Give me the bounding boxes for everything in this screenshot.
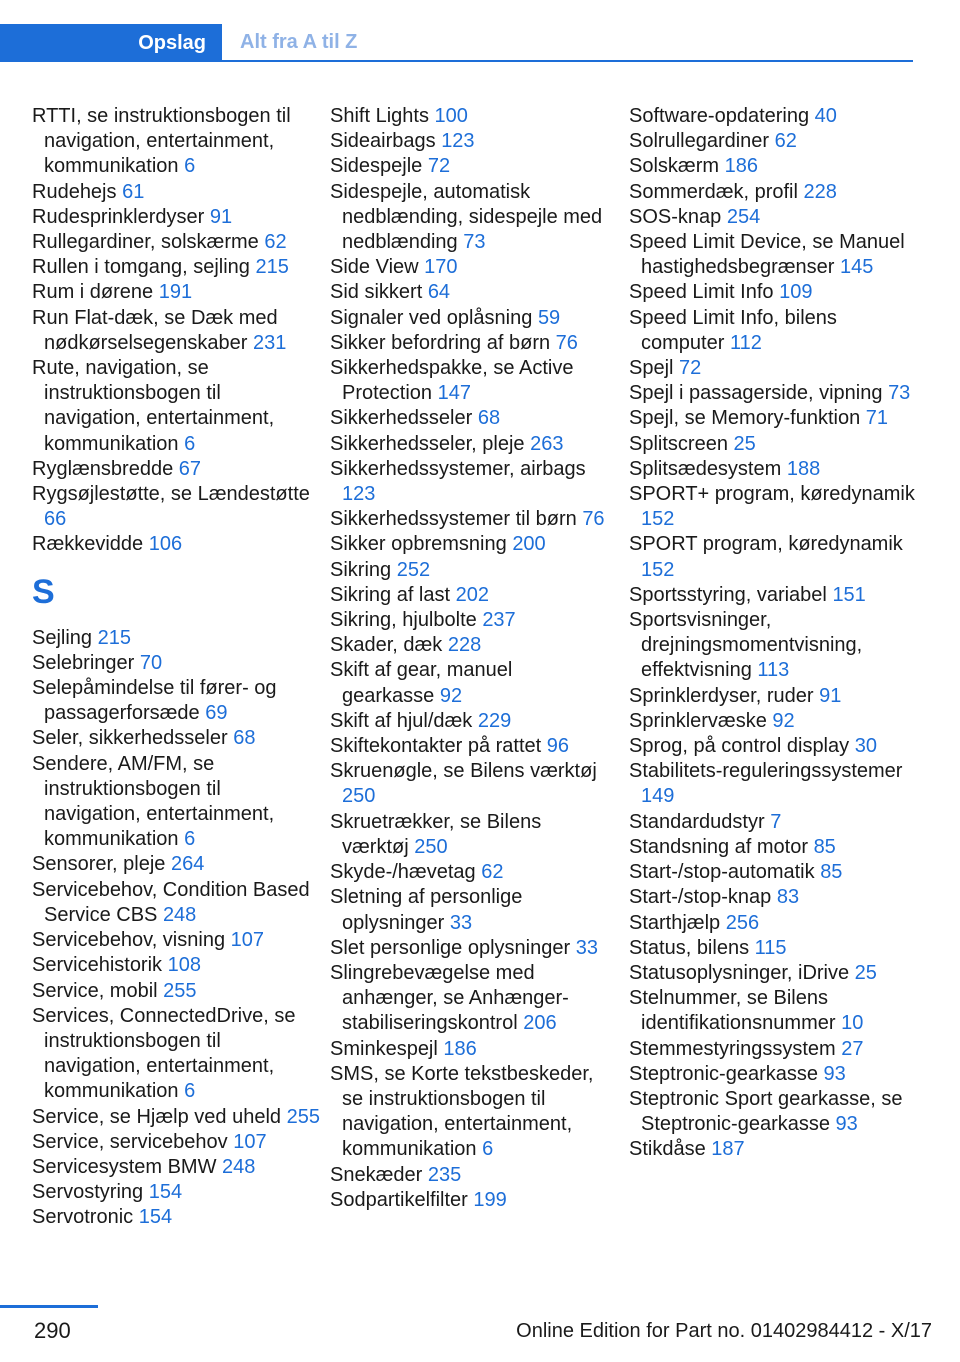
index-entry — [330, 936, 610, 961]
page-link[interactable]: 107 — [230, 929, 265, 952]
index-entry — [330, 633, 610, 658]
page-link[interactable]: 6 — [184, 155, 196, 178]
entry-text: Skift af gear, manuel gearkasse — [330, 659, 513, 707]
page-link[interactable]: 6 — [184, 432, 196, 455]
entry-text: Sendere, AM/FM, se instruktionsbogen til navigation, entertainment, kommunikation — [32, 752, 275, 851]
page-link[interactable]: 206 — [523, 1012, 557, 1035]
entry-text: Servicehistorik — [32, 954, 163, 977]
page-link[interactable]: 68 — [477, 407, 501, 430]
entry-text: Spejl, se Memory-funktion — [629, 407, 861, 430]
index-entry — [32, 104, 322, 180]
footer-rule — [0, 1305, 98, 1308]
tab-alt-fra-a-til-z[interactable]: Alt fra A til Z — [222, 24, 913, 62]
index-entry — [32, 457, 322, 482]
page-link[interactable]: 202 — [455, 583, 489, 606]
index-entry — [629, 230, 919, 280]
index-entry — [330, 507, 610, 532]
entry-text: Sideairbags — [330, 130, 436, 153]
page-link[interactable]: 62 — [774, 130, 797, 153]
entry-text: Speed Limit Info — [629, 281, 774, 304]
page-link[interactable]: 107 — [233, 1130, 267, 1153]
index-entry — [32, 306, 322, 356]
page-link[interactable]: 228 — [447, 634, 482, 657]
page-link[interactable]: 61 — [122, 180, 145, 203]
page-link[interactable]: 91 — [819, 684, 842, 707]
index-entry — [32, 482, 322, 532]
entry-text: Sid sikkert — [330, 281, 423, 304]
index-entry — [629, 482, 919, 532]
page-link[interactable]: 10 — [841, 1012, 864, 1035]
index-column-2 — [330, 104, 610, 1213]
page-link[interactable]: 93 — [823, 1062, 846, 1085]
index-entry — [629, 1087, 919, 1137]
page-link[interactable]: 69 — [205, 702, 228, 725]
index-entry — [32, 953, 322, 978]
entry-text: Sikring af last — [330, 583, 451, 606]
index-entry — [629, 684, 919, 709]
entry-text: Signaler ved oplåsning — [330, 306, 533, 329]
index-entry — [32, 676, 322, 726]
index-entry — [629, 104, 919, 129]
entry-text: Sprinklerdyser, ruder — [629, 684, 814, 707]
entry-text: Stemmestyringssystem — [629, 1037, 836, 1060]
index-entry — [32, 1105, 322, 1130]
entry-text: Statusoplysninger, iDrive — [629, 961, 850, 984]
index-entry — [629, 180, 919, 205]
entry-text: Standsning af motor — [629, 835, 808, 858]
page-link[interactable]: 96 — [546, 735, 570, 758]
page-link[interactable]: 33 — [575, 936, 598, 959]
page-link[interactable]: 72 — [679, 357, 702, 380]
index-entry — [330, 1037, 610, 1062]
entry-text: RTTI, se instruktionsbogen til navigation, entertainment, kommunikation — [32, 105, 291, 178]
entry-text: Servicebehov, visning — [32, 929, 226, 952]
entry-text: SPORT+ program, køredynamik — [629, 483, 915, 506]
page-link[interactable]: 59 — [537, 306, 561, 329]
entry-text: Selepåmindelse til fører- og passagerforsæde — [32, 677, 277, 725]
entry-text: Run Flat-dæk, se Dæk med nødkørselsegenskaber — [32, 306, 278, 354]
entry-text: Shift Lights — [330, 105, 429, 127]
index-entry — [629, 961, 919, 986]
entry-text: Sprog, på control display — [629, 735, 850, 758]
page-link[interactable]: 235 — [427, 1163, 462, 1186]
page-link[interactable]: 27 — [841, 1037, 864, 1060]
page-link[interactable]: 6 — [482, 1138, 494, 1161]
entry-text: Speed Limit Info, bilens computer — [629, 306, 837, 354]
index-entry — [629, 306, 919, 356]
index-entry — [629, 532, 919, 582]
index-entry — [330, 583, 610, 608]
entry-text: Selebringer — [32, 651, 135, 674]
page-link[interactable]: 83 — [776, 886, 800, 909]
index-entry — [32, 1130, 322, 1155]
index-entry — [629, 432, 919, 457]
page-link[interactable]: 62 — [264, 231, 287, 254]
page-link[interactable]: 85 — [820, 861, 843, 884]
index-entry — [330, 104, 610, 129]
header-tabs — [0, 24, 895, 62]
page-link[interactable]: 30 — [854, 735, 877, 758]
page-link[interactable]: 255 — [286, 1105, 320, 1128]
page-link[interactable]: 248 — [162, 903, 197, 926]
index-entry — [629, 759, 919, 809]
entry-text: Splitscreen — [629, 432, 728, 455]
page-link[interactable]: 25 — [854, 961, 877, 984]
entry-text: Sommerdæk, profil — [629, 180, 798, 203]
page-link[interactable]: 113 — [757, 659, 790, 682]
index-entry — [32, 1155, 322, 1180]
index-entry — [330, 280, 610, 305]
index-entry — [330, 432, 610, 457]
index-entry — [629, 835, 919, 860]
page-link[interactable]: 73 — [888, 382, 911, 405]
page-link[interactable]: 250 — [414, 835, 448, 858]
entry-text: Sodpartikelfilter — [330, 1188, 468, 1211]
entry-text: Rullegardiner, solskærme — [32, 231, 259, 254]
index-entry — [629, 356, 919, 381]
index-entry — [629, 709, 919, 734]
page-link[interactable]: 68 — [233, 727, 256, 750]
page-link[interactable]: 7 — [770, 810, 782, 833]
entry-text: Solskærm — [629, 155, 720, 178]
entry-text: Splitsædesystem — [629, 457, 782, 480]
page-link[interactable]: 200 — [512, 533, 546, 556]
entry-text: Skruenøgle, se Bilens værktøj — [330, 760, 597, 783]
index-entry — [330, 255, 610, 280]
page-link[interactable]: 186 — [724, 155, 758, 178]
entry-text: Rækkevidde — [32, 533, 144, 556]
entry-text: Rygsøjlestøtte, se Lændestøtte — [32, 483, 310, 506]
index-entry — [629, 583, 919, 608]
entry-text: Software-opdatering — [629, 105, 810, 127]
index-entry — [330, 356, 610, 406]
index-entry — [629, 810, 919, 835]
entry-text: Servicebehov, Condition Based Service CBS — [32, 878, 310, 926]
page-link[interactable]: 254 — [726, 205, 761, 228]
page-link[interactable]: 40 — [814, 105, 837, 127]
page-link[interactable]: 71 — [865, 407, 889, 430]
entry-text: Rudesprinklerdyser — [32, 205, 205, 228]
page-link[interactable]: 112 — [729, 331, 762, 354]
entry-text: Sikring, hjulbolte — [330, 609, 477, 632]
index-entry — [629, 129, 919, 154]
page-link[interactable]: 108 — [167, 954, 201, 977]
entry-text: Rullen i tomgang, sejling — [32, 256, 250, 279]
entry-text: Rudehejs — [32, 180, 117, 203]
entry-text: Spejl — [629, 357, 674, 380]
index-entry — [32, 230, 322, 255]
entry-text: Skruetrækker, se Bilens værktøj — [330, 810, 542, 858]
page-link[interactable]: 186 — [443, 1037, 477, 1060]
page-link[interactable]: 215 — [97, 626, 131, 649]
entry-text: Service, se Hjælp ved uheld — [32, 1105, 282, 1128]
entry-text: Service, servicebehov — [32, 1130, 228, 1153]
index-entry — [629, 1037, 919, 1062]
index-entry — [629, 1137, 919, 1162]
index-entry — [330, 961, 610, 1037]
page-link[interactable]: 106 — [148, 533, 183, 556]
page-link[interactable]: 25 — [733, 432, 756, 455]
page-number: 290 — [34, 1318, 71, 1343]
entry-text: Sidespejle — [330, 155, 423, 178]
index-entry — [32, 928, 322, 953]
entry-text: Start-/stop-automatik — [629, 861, 815, 884]
entry-text: Stelnummer, se Bilens identifikationsnummer — [629, 987, 836, 1035]
index-entry — [629, 457, 919, 482]
entry-text: Skyde-/hævetag — [330, 861, 476, 884]
page-link[interactable]: 70 — [139, 651, 163, 674]
entry-text: Speed Limit Device, se Manuel hastighedsbegrænser — [629, 231, 905, 279]
page-link[interactable]: 109 — [779, 281, 813, 304]
entry-text: Skiftekontakter på rattet — [330, 735, 542, 758]
entry-text: Sletning af personlige oplysninger — [330, 886, 523, 934]
page-link[interactable]: 100 — [434, 105, 468, 127]
index-entry — [330, 532, 610, 557]
page-link[interactable]: 73 — [463, 231, 486, 254]
index-entry — [330, 860, 610, 885]
entry-text: SPORT program, køredynamik — [629, 533, 903, 556]
index-entry — [32, 852, 322, 877]
page-link[interactable]: 123 — [441, 130, 475, 153]
index-entry — [629, 406, 919, 431]
page-link[interactable]: 191 — [158, 281, 193, 304]
page-link[interactable]: 199 — [473, 1188, 507, 1211]
entry-text: Sikkerhedssystemer, airbags — [330, 457, 586, 480]
index-entry — [330, 759, 610, 809]
entry-text: Servotronic — [32, 1206, 134, 1229]
page-link[interactable]: 92 — [772, 709, 795, 732]
page-link[interactable]: 256 — [725, 911, 760, 934]
entry-text: Sejling — [32, 626, 93, 649]
page-link[interactable]: 62 — [481, 861, 504, 884]
page-link[interactable]: 228 — [803, 180, 837, 203]
index-entry — [32, 532, 322, 557]
entry-text: Sminkespejl — [330, 1037, 438, 1060]
index-entry — [629, 734, 919, 759]
page-link[interactable]: 67 — [178, 457, 202, 480]
index-entry — [32, 205, 322, 230]
index-entry — [32, 1205, 322, 1230]
entry-text: Rum i dørene — [32, 281, 154, 304]
entry-text: Sikkerhedsseler — [330, 407, 473, 430]
index-entry — [32, 979, 322, 1004]
index-entry — [330, 1188, 610, 1213]
entry-text: Steptronic-gearkasse — [629, 1062, 818, 1085]
entry-text: Sportsstyring, variabel — [629, 583, 827, 606]
index-entry — [32, 626, 322, 651]
page-link[interactable]: 154 — [148, 1181, 183, 1204]
index-entry — [330, 306, 610, 331]
index-entry — [330, 406, 610, 431]
index-entry — [330, 1062, 610, 1163]
entry-text: Status, bilens — [629, 936, 750, 959]
entry-text: Solrullegardiner — [629, 130, 770, 153]
page-link[interactable]: 149 — [641, 785, 675, 808]
entry-text: Sensorer, pleje — [32, 853, 166, 876]
index-entry — [32, 180, 322, 205]
index-entry — [629, 154, 919, 179]
page-link[interactable]: 33 — [449, 911, 473, 934]
tab-opslag[interactable]: Opslag — [0, 24, 222, 62]
page-link[interactable]: 250 — [342, 785, 376, 808]
index-column-1 — [32, 104, 322, 1231]
index-entry — [629, 986, 919, 1036]
index-entry — [330, 608, 610, 633]
index-entry — [330, 734, 610, 759]
index-entry — [629, 205, 919, 230]
entry-text: Spejl i passagerside, vipning — [629, 382, 883, 405]
page-link[interactable]: 263 — [530, 432, 564, 455]
entry-text: Stikdåse — [629, 1138, 706, 1161]
entry-text: Servostyring — [32, 1181, 144, 1204]
entry-text: Stabilitets-reguleringssystemer — [629, 760, 903, 783]
page-link[interactable]: 152 — [641, 508, 675, 531]
entry-text: Seler, sikkerhedsseler — [32, 727, 228, 750]
index-entry — [330, 180, 610, 256]
index-entry — [330, 457, 610, 507]
entry-text: Ryglænsbredde — [32, 457, 174, 480]
page-link[interactable]: 76 — [555, 331, 578, 354]
page-link[interactable]: 255 — [163, 979, 197, 1002]
page-link[interactable]: 64 — [427, 281, 451, 304]
index-entry — [32, 1180, 322, 1205]
index-entry — [330, 154, 610, 179]
page-link[interactable]: 66 — [44, 508, 67, 531]
page-link[interactable]: 154 — [138, 1206, 173, 1229]
page-link[interactable]: 229 — [477, 709, 512, 732]
page-link[interactable]: 187 — [711, 1138, 745, 1161]
page-link[interactable]: 252 — [396, 558, 431, 581]
index-column-3 — [629, 104, 919, 1163]
index-entry — [629, 860, 919, 885]
entry-text: Skader, dæk — [330, 634, 443, 657]
index-entry — [330, 709, 610, 734]
entry-text: SMS, se Korte tekstbeskeder, se instruktionsbogen til navigation, entertainment, kommunikation — [330, 1062, 594, 1161]
page-link[interactable]: 248 — [222, 1155, 256, 1178]
page-link[interactable]: 123 — [342, 483, 376, 506]
index-entry — [330, 885, 610, 935]
entry-text: Servicesystem BMW — [32, 1155, 217, 1178]
entry-text: Skift af hjul/dæk — [330, 709, 473, 732]
entry-text: Start-/stop-knap — [629, 886, 772, 909]
entry-text: Standardudstyr — [629, 810, 765, 833]
page-link[interactable]: 170 — [424, 256, 458, 279]
entry-text: Services, ConnectedDrive, se instruktionsbogen til navigation, entertainment, kommunikation — [32, 1004, 296, 1103]
edition-note: Online Edition for Part no. 01402984412 - X/17 — [516, 1320, 932, 1342]
index-entry — [629, 280, 919, 305]
index-entry — [629, 1062, 919, 1087]
index-entry — [32, 255, 322, 280]
index-entry — [629, 936, 919, 961]
page-link[interactable]: 6 — [184, 828, 196, 851]
index-entry — [32, 878, 322, 928]
entry-text: Steptronic Sport gearkasse, se Steptronic-gearkasse — [629, 1087, 903, 1136]
entry-text: Slet personlige oplysninger — [330, 936, 571, 959]
entry-text: Sikring — [330, 558, 392, 581]
index-entry — [32, 280, 322, 305]
index-entry — [629, 911, 919, 936]
page-link[interactable]: 215 — [255, 256, 289, 279]
page-link[interactable]: 188 — [786, 457, 821, 480]
entry-text: Sikkerhedssystemer til børn — [330, 508, 577, 531]
index-entry — [32, 752, 322, 853]
page-link[interactable]: 72 — [427, 155, 451, 178]
index-entry — [330, 658, 610, 708]
page-link[interactable]: 264 — [170, 853, 205, 876]
index-entry — [330, 810, 610, 860]
entry-text: Sidespejle, automatisk nedblænding, sidespejle med nedblænding — [330, 180, 603, 254]
entry-text: Sportsvisninger, drejningsmomentvisning, effektvisning — [629, 609, 863, 682]
index-entry — [330, 1163, 610, 1188]
entry-text: Sprinklervæske — [629, 709, 767, 732]
index-entry — [32, 356, 322, 457]
page-link[interactable]: 85 — [813, 835, 836, 858]
page-link[interactable]: 151 — [832, 583, 866, 606]
entry-text: Sikkerhedspakke, se Active Protection — [330, 357, 574, 405]
page-link[interactable]: 93 — [835, 1113, 858, 1136]
page-link[interactable]: 115 — [754, 936, 787, 959]
index-entry — [330, 129, 610, 154]
page-link[interactable]: 91 — [209, 205, 233, 228]
index-entry — [330, 558, 610, 583]
entry-text: Service, mobil — [32, 979, 158, 1002]
index-entry — [629, 608, 919, 684]
index-entry — [32, 726, 322, 751]
entry-text: Starthjælp — [629, 911, 721, 934]
entry-text: Sikkerhedsseler, pleje — [330, 432, 525, 455]
index-entry — [32, 651, 322, 676]
page-link[interactable]: 76 — [582, 508, 605, 531]
index-entry — [330, 331, 610, 356]
page-link[interactable]: 6 — [184, 1080, 196, 1103]
page-link[interactable]: 237 — [482, 609, 516, 632]
section-letter: S — [32, 572, 55, 611]
index-entry — [629, 885, 919, 910]
page-link[interactable]: 231 — [253, 331, 287, 354]
entry-text: Rute, navigation, se instruktionsbogen til navigation, entertainment, kommunikation — [32, 357, 275, 455]
entry-text: Sikker opbremsning — [330, 533, 507, 556]
page-link[interactable]: 145 — [840, 256, 874, 279]
page-link[interactable]: 147 — [437, 382, 471, 405]
index-entry — [629, 381, 919, 406]
index-entry — [32, 1004, 322, 1105]
entry-text: Slingrebevægelse med anhænger, se Anhænger-stabiliseringskontrol — [330, 961, 569, 1035]
entry-text: SOS-knap — [629, 205, 722, 228]
entry-text: Sikker befordring af børn — [330, 331, 551, 354]
page-link[interactable]: 92 — [439, 684, 463, 707]
entry-text: Side View — [330, 256, 419, 279]
entry-text: Snekæder — [330, 1163, 423, 1186]
page-link[interactable]: 152 — [641, 558, 675, 581]
